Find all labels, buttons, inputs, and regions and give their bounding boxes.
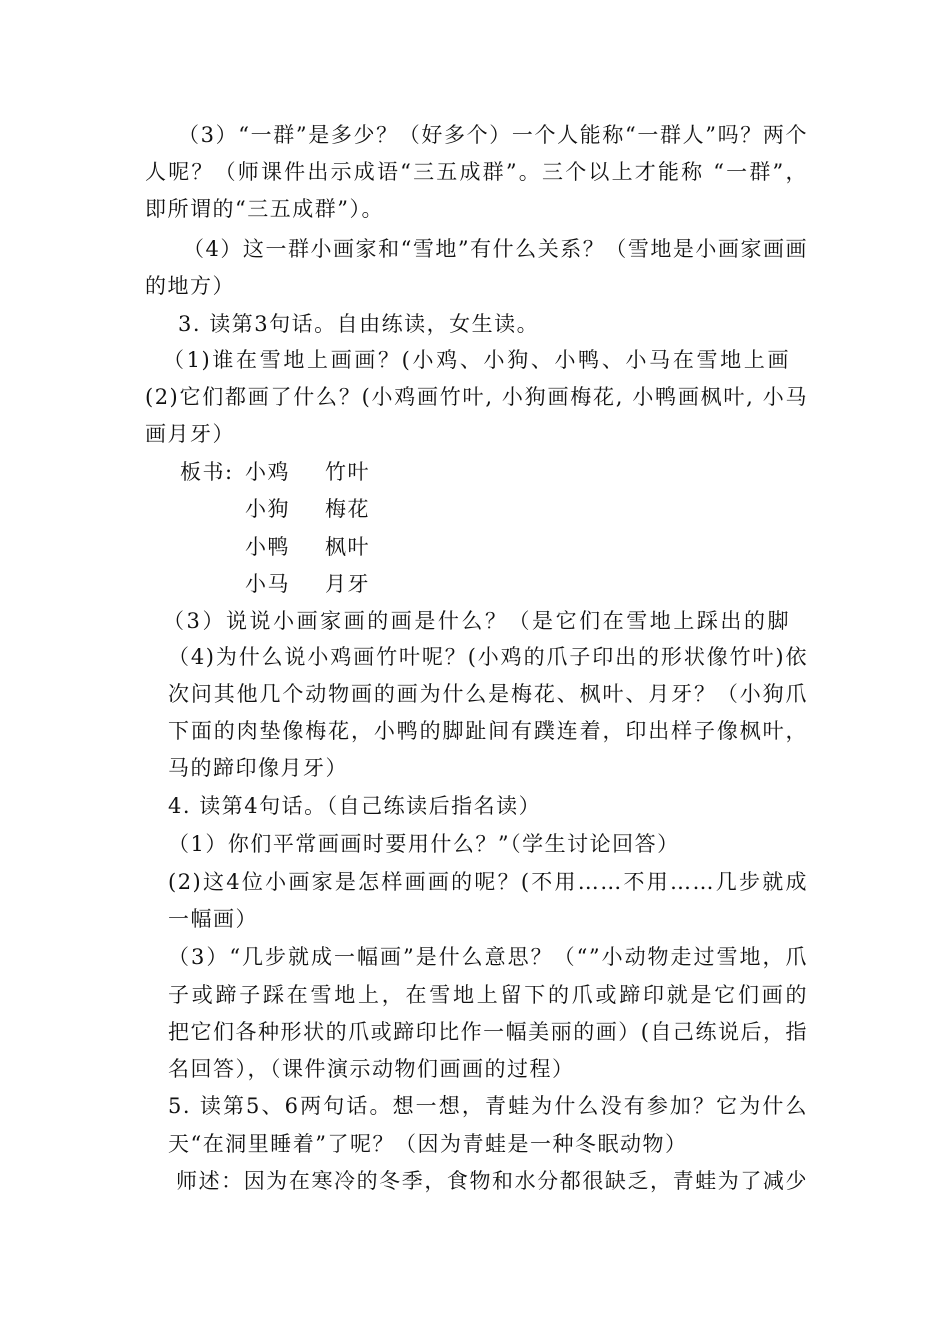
paragraph-line: （1)谁在雪地上画画？(小鸡、小狗、小鸭、小马在雪地上画 [163, 348, 790, 372]
board-animal: 小狗 [245, 497, 290, 521]
paragraph-line: 下面的肉垫像梅花，小鸭的脚趾间有蹼连着，印出样子像枫叶， [168, 719, 808, 743]
board-animal: 小鸡 [245, 460, 290, 484]
board-drawing: 月牙 [325, 572, 370, 596]
paragraph-line: 一幅画） [168, 907, 258, 931]
board-drawing: 竹叶 [325, 460, 370, 484]
paragraph-line: (2)它们都画了什么？(小鸡画竹叶, 小狗画梅花, 小鸭画枫叶, 小马 [145, 385, 808, 409]
paragraph-line: 即所谓的“三五成群”）。 [145, 197, 384, 221]
paragraph-line: 子或蹄子踩在雪地上，在雪地上留下的爪或蹄印就是它们画的 [168, 983, 808, 1007]
paragraph-line: 的地方） [145, 274, 235, 298]
paragraph-line: （3）说说小画家画的画是什么？（是它们在雪地上踩出的脚 [163, 609, 790, 633]
section-heading: 4. 读第4句话。（自己练读后指名读） [168, 794, 542, 818]
paragraph-line: 名回答），（课件演示动物们画画的过程） [168, 1057, 575, 1081]
board-label: 板书: [180, 460, 234, 484]
paragraph-line: 马的蹄印像月牙） [168, 756, 348, 780]
paragraph-line: 师述：因为在寒冷的冬季，食物和水分都很缺乏，青蛙为了减少 [176, 1169, 808, 1193]
paragraph-line: （1）你们平常画画时要用什么？”（学生讨论回答） [168, 832, 680, 856]
paragraph-line: 画月牙） [145, 422, 235, 446]
paragraph-line: 人呢？（师课件出示成语“三五成群”。三个以上才能称 “一群”， [145, 160, 808, 184]
paragraph-line: 次问其他几个动物画的画为什么是梅花、枫叶、月牙？（小狗爪 [168, 682, 808, 706]
paragraph-line: （4）这一群小画家和“雪地”有什么关系？（雪地是小画家画画 [183, 237, 808, 261]
paragraph-line: (2)这4位小画家是怎样画画的呢？(不用……不用……几步就成 [168, 870, 808, 894]
paragraph-line: （3）“一群”是多少？（好多个）一个人能称“一群人”吗？两个 [178, 123, 808, 147]
paragraph-line: （4)为什么说小鸡画竹叶呢？(小鸡的爪子印出的形状像竹叶)依 [168, 645, 808, 669]
section-heading: 5. 读第5、6两句话。想一想，青蛙为什么没有参加？它为什么 [168, 1094, 808, 1118]
board-drawing: 枫叶 [325, 535, 370, 559]
board-drawing: 梅花 [325, 497, 370, 521]
board-animal: 小鸭 [245, 535, 290, 559]
paragraph-line: 天“在洞里睡着”了呢？（因为青蛙是一种冬眠动物） [168, 1132, 688, 1156]
paragraph-line: 把它们各种形状的爪或蹄印比作一幅美丽的画）(自己练说后，指 [168, 1020, 808, 1044]
paragraph-line: （3）“几步就成一幅画”是什么意思？（“”小动物走过雪地，爪 [168, 945, 808, 969]
board-animal: 小马 [245, 572, 290, 596]
section-heading: 3. 读第3句话。自由练读，女生读。 [178, 312, 540, 336]
